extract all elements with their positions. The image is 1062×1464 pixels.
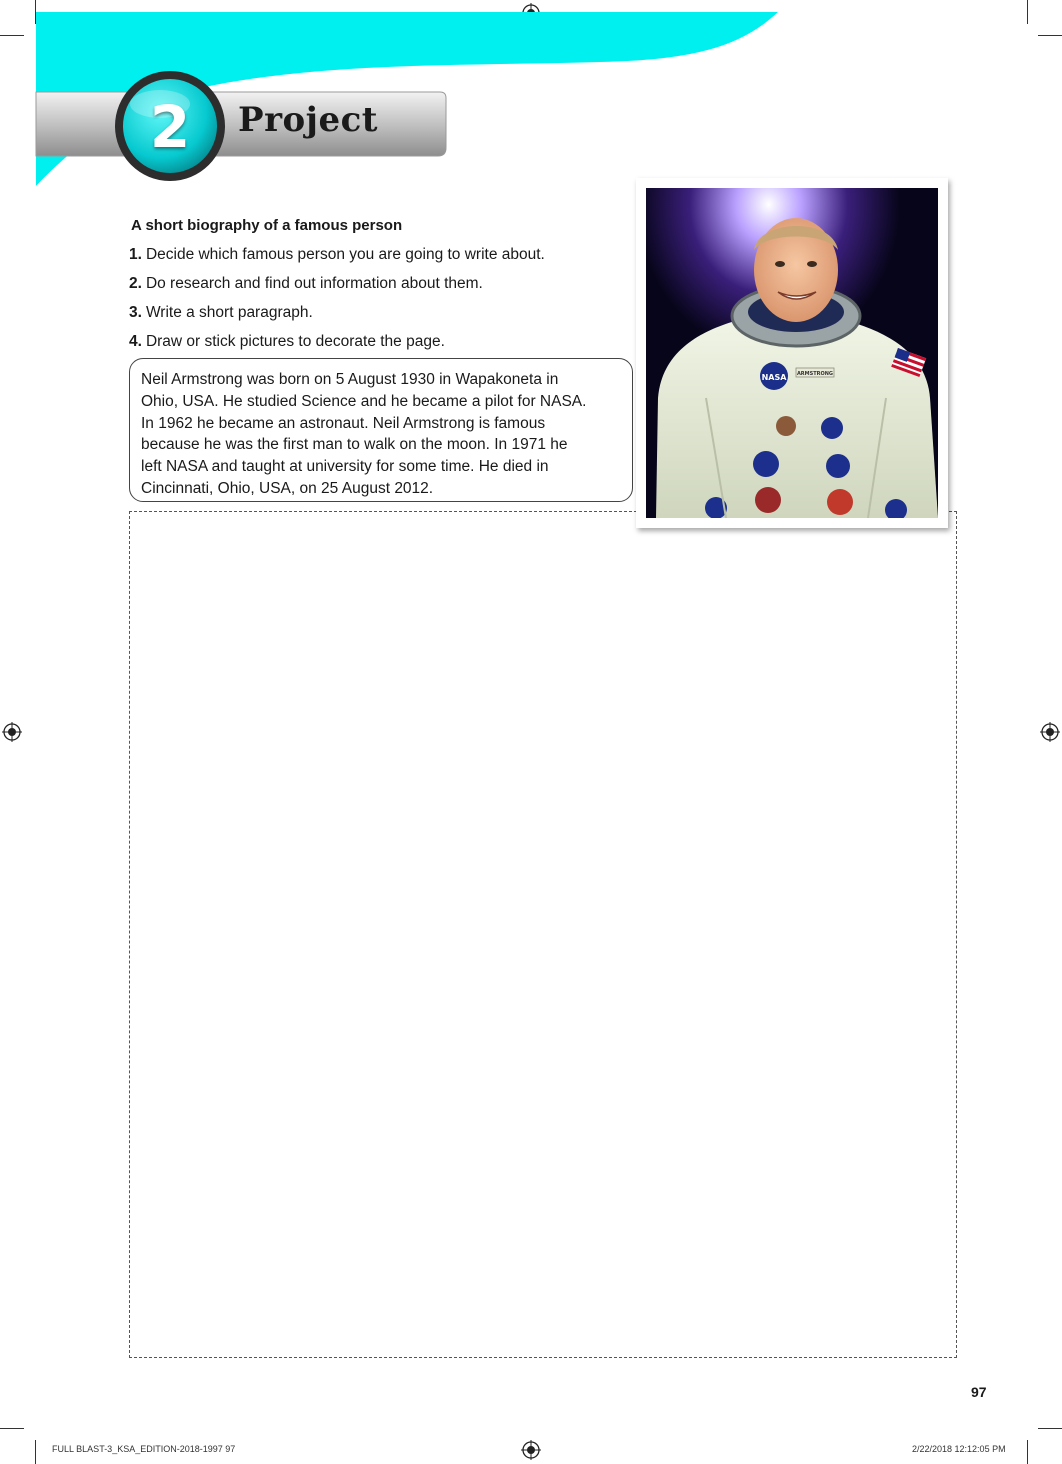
registration-mark-icon	[1040, 722, 1060, 742]
step-number: 4.	[129, 333, 142, 350]
astronaut-photo	[646, 188, 938, 518]
step-number: 2.	[129, 275, 142, 292]
astronaut-photo-frame	[636, 178, 948, 528]
step-number: 3.	[129, 304, 142, 321]
biography-box	[129, 358, 633, 502]
biography-line: In 1962 he became an astronaut. Neil Armstrong is famous	[141, 414, 546, 432]
list-item	[129, 330, 545, 359]
unit-number-badge: 2	[149, 93, 191, 161]
list-item	[129, 272, 545, 301]
nasa-patch-text: NASA	[761, 373, 787, 382]
biography-line: Neil Armstrong was born on 5 August 1930 in Wapakoneta in	[141, 371, 559, 388]
drawing-area[interactable]	[129, 511, 957, 1358]
crop-mark	[35, 1440, 36, 1464]
crop-mark	[0, 1428, 24, 1429]
page-title: Project	[238, 100, 378, 140]
footer-timestamp: 2/22/2018 12:12:05 PM	[912, 1444, 1006, 1454]
registration-mark-icon	[2, 722, 22, 742]
step-number: 1.	[129, 246, 142, 263]
list-item	[129, 301, 545, 330]
crop-mark	[1027, 1440, 1028, 1464]
page-number: 97	[971, 1384, 987, 1400]
step-text: Draw or stick pictures to decorate the page.	[145, 333, 445, 350]
biography-line: because he was the first man to walk on the moon. In 1971 he	[141, 436, 568, 454]
step-list	[129, 243, 545, 359]
footer-file-info: FULL BLAST-3_KSA_EDITION-2018-1997 97	[52, 1444, 236, 1454]
biography-line: Cincinnati, Ohio, USA, on 25 August 2012.	[141, 479, 434, 497]
biography-line: left NASA and taught at university for some time. He died in	[141, 458, 549, 476]
registration-mark-icon	[521, 1440, 541, 1460]
step-text: Write a short paragraph.	[145, 304, 313, 321]
crop-mark	[1038, 1428, 1062, 1429]
step-text: Decide which famous person you are going to write about.	[145, 246, 545, 263]
step-text: Do research and find out information about them.	[145, 275, 483, 292]
task-subtitle: A short biography of a famous person	[131, 217, 403, 234]
biography-line: Ohio, USA. He studied Science and he became a pilot for NASA.	[141, 392, 587, 410]
list-item	[129, 243, 545, 272]
name-tag-text: ARMSTRONG	[796, 371, 834, 377]
